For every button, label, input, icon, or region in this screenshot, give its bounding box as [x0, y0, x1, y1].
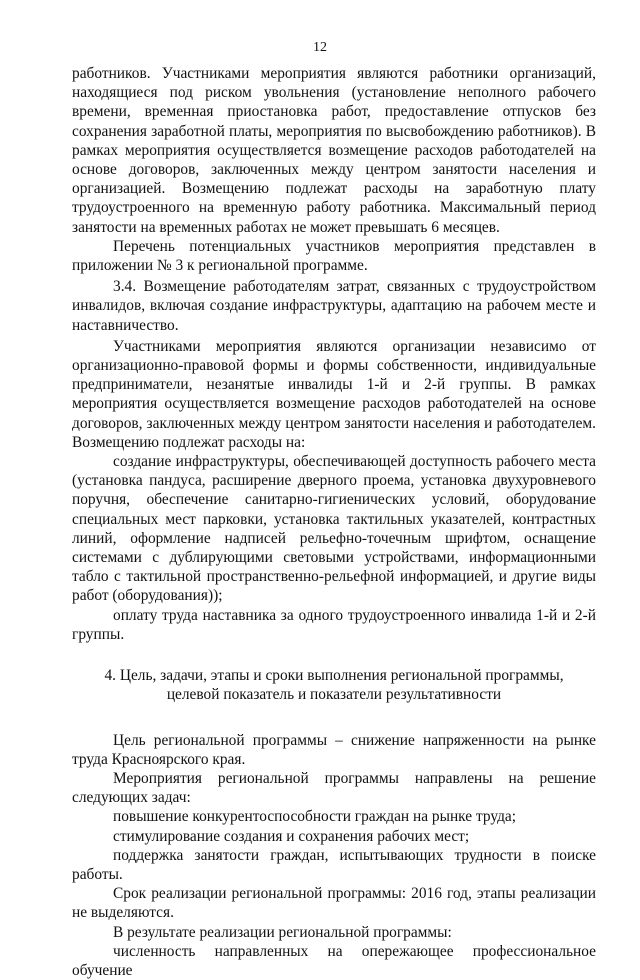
list-item: повышение конкурентоспособности граждан на рынке труда;: [113, 808, 517, 826]
section-heading-line: 4. Цель, задачи, этапы и сроки выполнения региональной программы,: [104, 667, 564, 685]
paragraph: Срок реализации региональной программы: 2016 год, этапы реализации не выделяются.: [72, 885, 596, 922]
paragraph: В результате реализации региональной программы:: [113, 923, 452, 941]
section-heading: [72, 666, 596, 704]
document-body: [72, 64, 596, 980]
subsection-title: 3.4. Возмещение работодателям затрат, связанных с трудоустройством инвалидов, включая создание инфраструктуры, адаптацию на рабочем месте и наставничество.: [72, 278, 596, 334]
list-item: поддержка занятости граждан, испытывающих трудности в поиске работы.: [72, 846, 596, 883]
paragraph: Перечень потенциальных участников мероприятия представлен в приложении № 3 к региональной программе.: [72, 237, 596, 275]
section-heading-line: целевой показатель и показатели результативности: [166, 686, 502, 704]
paragraph: Цель региональной программы – снижение напряженности на рынке труда Красноярского края.: [72, 731, 596, 768]
paragraph: работников. Участниками мероприятия являются работники организаций, находящиеся под риском увольнения (установление неполного рабочего времени, временная приостановка работ, предоставление отпусков без сохранения заработной платы, мероприятия по высвобождению работников). В рамках мероприятия осуществляется возмещение расходов работодателей на основе договоров, заключенных между центром занятости населения и организацией. Возмещению подлежат расходы на заработную плату трудоустроенного на временную работу работника. Максимальный период занятости на временных работах не может превышать 6 месяцев.: [72, 65, 596, 236]
page-number: 12: [313, 40, 327, 55]
list-item: создание инфраструктуры, обеспечивающей доступность рабочего места (установка пандуса, расширение дверного проема, установка двухуровневого поручня, обеспечение санитарно-гигиенических условий, оборудование специальных мест парковки, установка тактильных указателей, контрастных линий, оформление надписей рельефно-точечным шрифтом, оснащение системами с дублирующими световыми устройствами, информационными табло с тактильной пространственно-рельефной информацией, и другие виды работ (оборудования));: [72, 453, 596, 605]
list-item: оплату труда наставника за одного трудоустроенного инвалида 1-й и 2-й группы.: [72, 606, 596, 643]
paragraph: Участниками мероприятия являются организации независимо от организационно-правовой формы и формы собственности, индивидуальные предприниматели, незанятые инвалиды 1-й и 2-й группы. В рамках мероприятия осуществляется возмещение расходов работодателей на основе договоров, заключенных между центром занятости населения и работодателем. Возмещению подлежат расходы на:: [72, 337, 596, 451]
list-item: стимулирование создания и сохранения рабочих мест;: [113, 827, 470, 845]
paragraph: Мероприятия региональной программы направлены на решение следующих задач:: [72, 769, 596, 807]
paragraph: численность направленных на опережающее профессиональное обучение: [72, 942, 596, 979]
